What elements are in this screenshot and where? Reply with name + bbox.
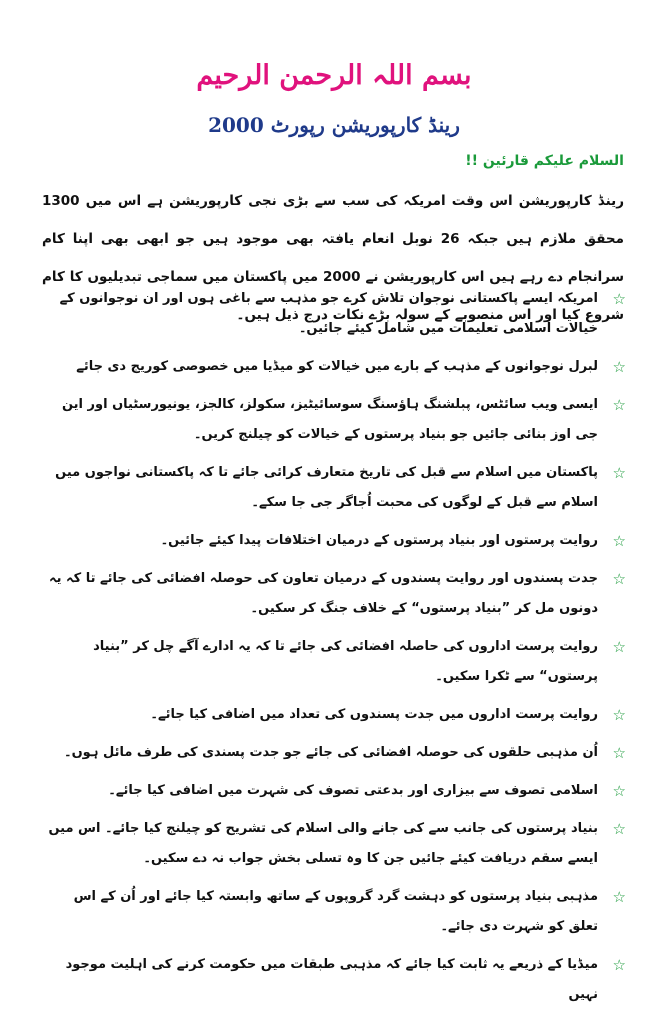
list-item [42, 814, 626, 874]
list-item-text: ایسی ویب سائٹس، پبلشنگ ہاؤسنگ سوسائیٹیز، سکولز، کالجز، یونیورسٹیاں اور این جی اوز بنائی جائیں جو بنیاد پرستوں کے خیالات کو چیلنج کریں۔ [61, 397, 598, 442]
list-item [42, 632, 626, 692]
star-outline-icon: ☆ [612, 464, 626, 482]
list-item [42, 700, 626, 730]
list-item-text: امریکہ ایسے پاکستانی نوجوان تلاش کرے جو مذہب سے باغی ہوں اور ان نوجوانوں کے خیالات اسلامی تعلیمات میں شامل کیئے جائیں۔ [59, 291, 598, 336]
star-outline-icon: ☆ [612, 782, 626, 800]
list-item-text: روایت پرست اداروں میں جدت پسندوں کی تعداد میں اضافی کیا جائے۔ [150, 707, 598, 722]
star-outline-icon: ☆ [612, 706, 626, 724]
list-item [42, 950, 626, 1010]
list-item-text: روایت پرستوں اور بنیاد پرستوں کے درمیان اختلافات پیدا کیئے جائیں۔ [160, 533, 598, 548]
list-item-text: پاکستان میں اسلام سے قبل کی تاریخ متعارف کرائی جائے تا کہ پاکستانی نواجوں میں اسلام سے قبل کے لوگوں کی محبت اُجاگر جی جا سکے۔ [55, 465, 598, 510]
star-outline-icon: ☆ [612, 396, 626, 414]
list-item [42, 776, 626, 806]
basmala-heading: بسم اللہ الرحمن الرحیم [196, 60, 472, 91]
star-outline-icon: ☆ [612, 532, 626, 550]
list-item-text: لبرل نوجوانوں کے مذہب کے بارے میں خیالات کو میڈیا میں خصوصی کوریج دی جائے [76, 359, 598, 374]
intro-paragraph: رینڈ کارپوریشن اس وقت امریکہ کی سب سے بڑی نجی کارپوریشن ہے اس میں 1300 محقق ملازم ہیں جبکہ 26 نوبل انعام یافتہ بھی موجود ہیں جو ابھی بھی اپنا کام سرانجام دے رہے ہیں اس کارپوریشن نے 2000 میں پاکستان میں سماجی تبدیلیوں کا کام شروع کیا اور اس منصوبے کے سولہ بڑے نکات درج ذیل ہیں۔ [42, 193, 625, 323]
list-item-text: روایت پرست اداروں کی حاصلہ افضائی کی جائے تا کہ یہ ادارے آگے چل کر ”بنیاد پرستوں“ سے ٹکرا سکیں۔ [93, 639, 598, 684]
list-item [42, 352, 626, 382]
list-item [42, 284, 626, 344]
star-outline-icon: ☆ [612, 956, 626, 974]
list-item-text: اُن مذہبی حلقوں کی حوصلہ افضائی کی جائے جو جدت پسندی کی طرف مائل ہوں۔ [63, 745, 598, 760]
list-item [42, 882, 626, 942]
list-item-text: میڈیا کے ذریعے یہ ثابت کیا جائے کہ مذہبی طبقات میں حکومت کرنے کی اہلیت موجود نہیں [65, 957, 598, 1002]
star-outline-icon: ☆ [612, 570, 626, 588]
report-title: رینڈ کارپوریشن رپورٹ 2000 [208, 113, 460, 137]
star-outline-icon: ☆ [612, 744, 626, 762]
list-item-text: جدت پسندوں اور روایت پسندوں کے درمیان تعاون کی حوصلہ افضائی کی جائے تا کہ یہ دونوں مل کر ”بنیاد پرستوں“ کے خلاف جنگ کر سکیں۔ [49, 571, 598, 616]
list-item-text: اسلامی تصوف سے بیزاری اور بدعتی تصوف کی شہرت میں اضافی کیا جائے۔ [108, 783, 598, 798]
list-item [42, 564, 626, 624]
star-outline-icon: ☆ [612, 358, 626, 376]
list-item [42, 458, 626, 518]
list-item-text: مذہبی بنیاد پرستوں کو دہشت گرد گروپوں کے ساتھ وابستہ کیا جائے اور اُن کے اس تعلق کو شہرت دی جائے۔ [73, 889, 598, 934]
star-outline-icon: ☆ [612, 638, 626, 656]
points-list [42, 284, 626, 1010]
list-item [42, 526, 626, 556]
greeting-line: السلام علیکم قارئین !! [465, 153, 624, 169]
list-item [42, 738, 626, 768]
star-outline-icon: ☆ [612, 290, 626, 308]
star-outline-icon: ☆ [612, 820, 626, 838]
list-item-text: بنیاد پرستوں کی جانب سے کی جانے والی اسلام کی تشریح کو چیلنج کیا جائے۔ اس میں ایسے سقم دریافت کیئے جائیں جن کا وہ تسلی بخش جواب نہ دے سکیں۔ [48, 821, 598, 866]
list-item [42, 390, 626, 450]
star-outline-icon: ☆ [612, 888, 626, 906]
